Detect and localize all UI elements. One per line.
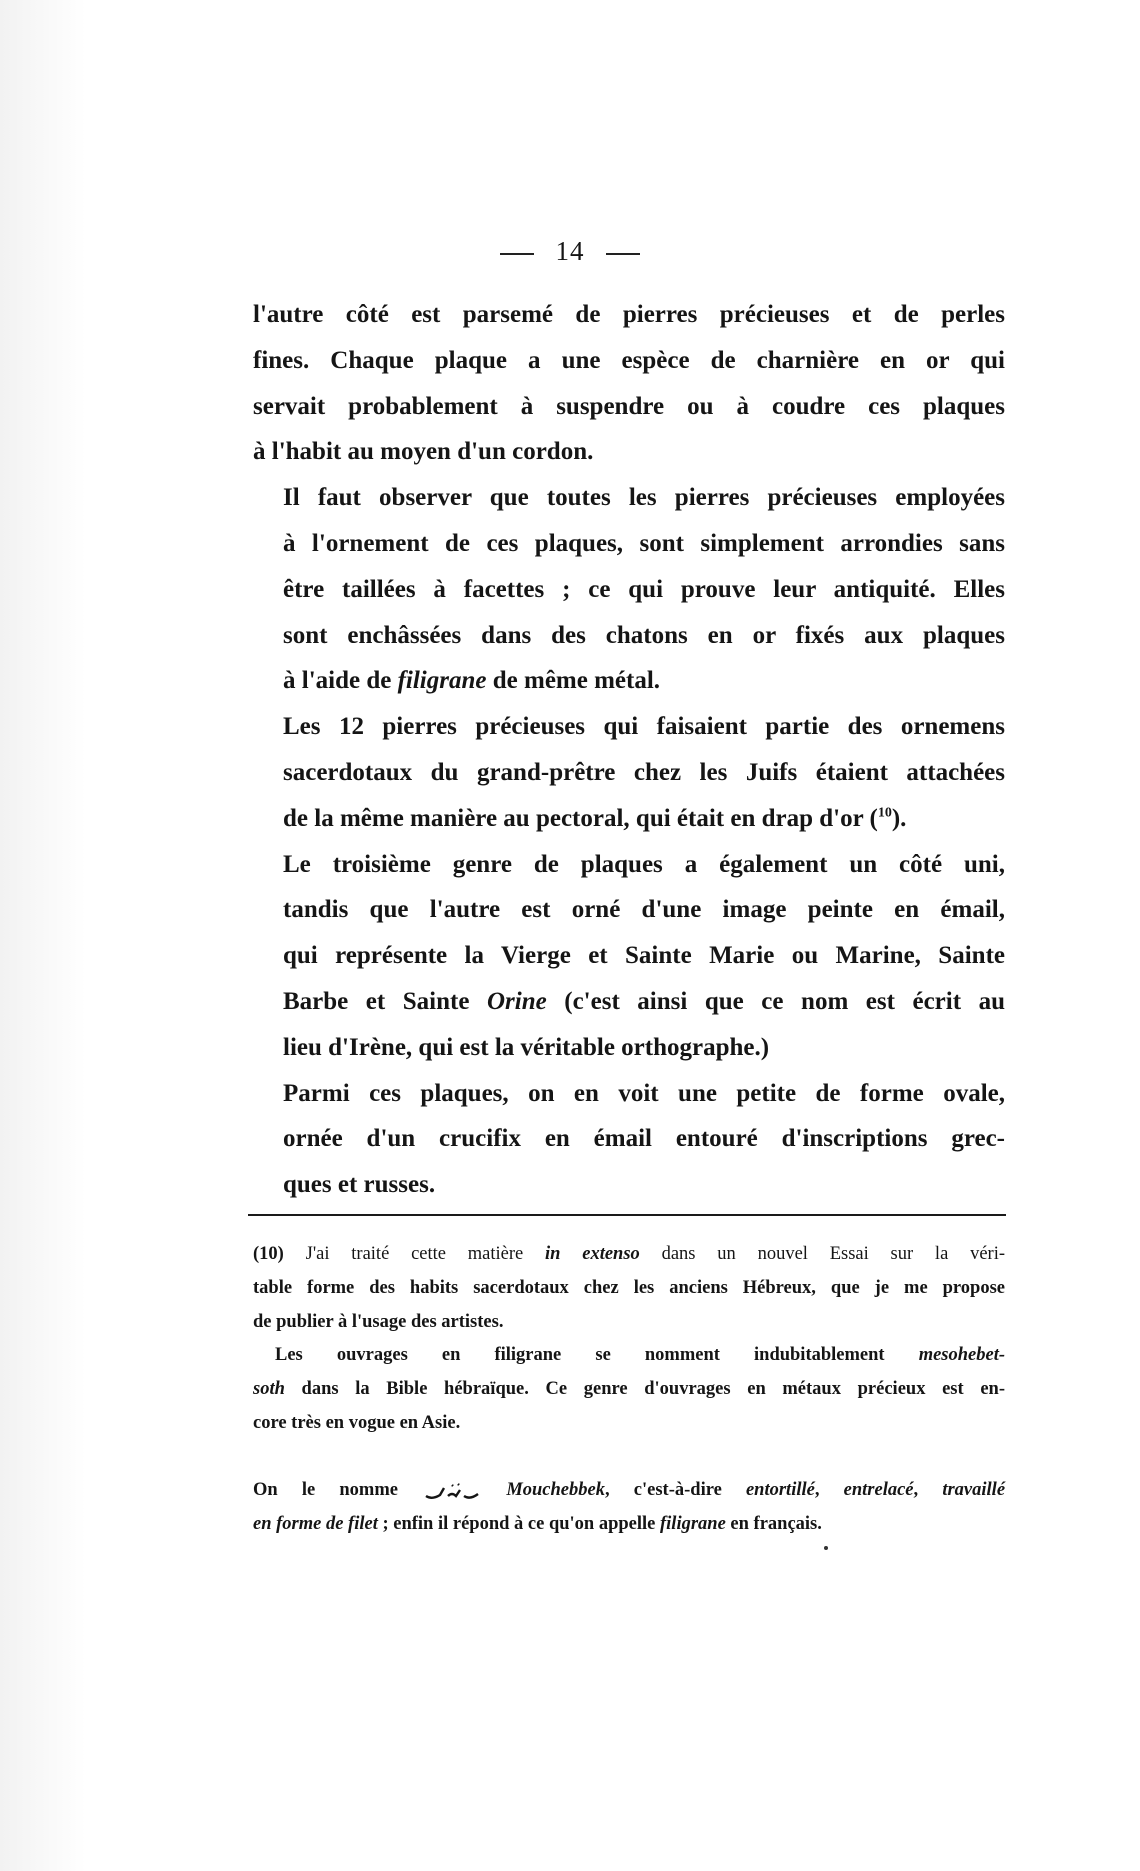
- paragraph-2: [253, 475, 1005, 704]
- text-run: J'ai traité cette matière: [283, 1244, 546, 1264]
- text-run: Barbe et Sainte: [283, 987, 487, 1015]
- text-line: ornée d'un crucifix en émail entouré d'inscriptions grec-: [283, 1125, 1005, 1153]
- italic-term: in extenso: [545, 1244, 640, 1264]
- footnote-paragraph-3: [253, 1474, 1005, 1542]
- text-run: On le nomme: [253, 1479, 423, 1500]
- footnote-paragraph-2: [253, 1339, 1005, 1440]
- text-run: (c'est ainsi que ce nom est écrit au: [546, 987, 1005, 1015]
- header-dash-right: [606, 253, 640, 255]
- paragraph-4: [253, 842, 1005, 1071]
- text-run: , c'est-à-dire: [604, 1479, 746, 1500]
- italic-term: filigrane: [660, 1513, 726, 1534]
- italic-term: en forme de filet: [253, 1513, 378, 1534]
- text-run: ,: [913, 1479, 943, 1500]
- text-line: [253, 796, 1005, 842]
- italic-term: filigrane: [397, 667, 487, 695]
- text-line: qui représente la Vierge et Sainte Marie ou Marine, Sainte: [283, 942, 1005, 970]
- text-line: à l'habit au moyen d'un cordon.: [253, 438, 594, 466]
- italic-term: soth: [253, 1379, 285, 1400]
- paragraph-3: [253, 704, 1005, 841]
- footnote-block: [253, 1238, 1005, 1541]
- italic-term: mesohebet-: [918, 1345, 1005, 1366]
- page-number: 14: [555, 236, 585, 266]
- text-line: servait probablement à suspendre ou à coudre ces plaques: [253, 392, 1005, 420]
- text-line: à l'ornement de ces plaques, sont simplement arrondies sans: [283, 529, 1005, 557]
- italic-name: Orine: [486, 987, 547, 1015]
- text-line: Parmi ces plaques, on en voit une petite de forme ovale,: [283, 1079, 1005, 1107]
- paragraph-1: [253, 292, 1005, 475]
- text-line: lieu d'Irène, qui est la véritable orthographe.): [283, 1033, 770, 1061]
- text-run: en français.: [725, 1513, 822, 1534]
- italic-term: entortillé: [745, 1479, 815, 1500]
- body-text: [253, 292, 1005, 1208]
- text-run: dans un nouvel Essai sur la véri-: [639, 1244, 1005, 1264]
- footnote-line: table forme des habits sacerdotaux chez les anciens Hébreux, que je me propose: [253, 1277, 1005, 1298]
- paragraph-5: [253, 1071, 1005, 1208]
- footnote-number: (10): [253, 1244, 284, 1264]
- text-line: [253, 979, 1005, 1025]
- text-line: fines. Chaque plaque a une espèce de charnière en or qui: [253, 346, 1005, 374]
- footnote-line: de publier à l'usage des artistes.: [253, 1311, 504, 1332]
- text-line: Le troisième genre de plaques a également un côté uni,: [283, 850, 1005, 878]
- footnote-line: [253, 1474, 1005, 1508]
- running-header: [0, 236, 1140, 267]
- text-line: sacerdotaux du grand-prêtre chez les Juifs étaient attachées: [283, 758, 1005, 786]
- text-line: être taillées à facettes ; ce qui prouve leur antiquité. Elles: [283, 575, 1005, 603]
- footnote-line: core très en vogue en Asie.: [253, 1412, 461, 1433]
- scan-shadow: [0, 0, 86, 1871]
- footnote-10: [253, 1238, 1005, 1339]
- text-line: sont enchâssées dans des chatons en or fixés aux plaques: [283, 621, 1005, 649]
- ink-speck: [824, 1546, 828, 1550]
- text-line: tandis que l'autre est orné d'une image peinte en émail,: [283, 896, 1005, 924]
- header-dash-left: [500, 253, 534, 255]
- text-run: à l'aide de: [283, 667, 398, 695]
- footnote-line: [253, 1373, 1005, 1407]
- text-run: de la même manière au pectoral, qui était en drap d'or (: [283, 804, 878, 832]
- text-run: ,: [814, 1479, 844, 1500]
- text-run: dans la Bible hébraïque. Ce genre d'ouvrages en métaux précieux est en-: [284, 1379, 1005, 1400]
- text-line: [253, 658, 1005, 704]
- text-run: ).: [891, 804, 907, 832]
- footnote-line: [253, 1339, 1005, 1373]
- footnote-rule: [248, 1214, 1006, 1216]
- italic-term: entrelacé: [843, 1479, 914, 1500]
- footnote-line: [253, 1238, 1005, 1272]
- text-line: l'autre côté est parsemé de pierres précieuses et de perles: [253, 301, 1005, 328]
- text-run: Les ouvrages en filigrane se nomment indubitablement: [275, 1345, 919, 1366]
- text-line: Il faut observer que toutes les pierres précieuses employées: [283, 484, 1005, 512]
- footnote-ref: 10: [877, 805, 892, 821]
- footnote-line: [253, 1508, 1005, 1542]
- arabic-word-mark: [422, 1480, 482, 1502]
- italic-term: travaillé: [942, 1479, 1006, 1500]
- text-run: ; enfin il répond à ce qu'on appelle: [377, 1513, 660, 1534]
- text-run: de même métal.: [486, 667, 661, 695]
- text-line: Les 12 pierres précieuses qui faisaient partie des ornemens: [283, 713, 1005, 741]
- text-line: ques et russes.: [283, 1171, 436, 1199]
- italic-term: Mouchebbek: [506, 1479, 605, 1500]
